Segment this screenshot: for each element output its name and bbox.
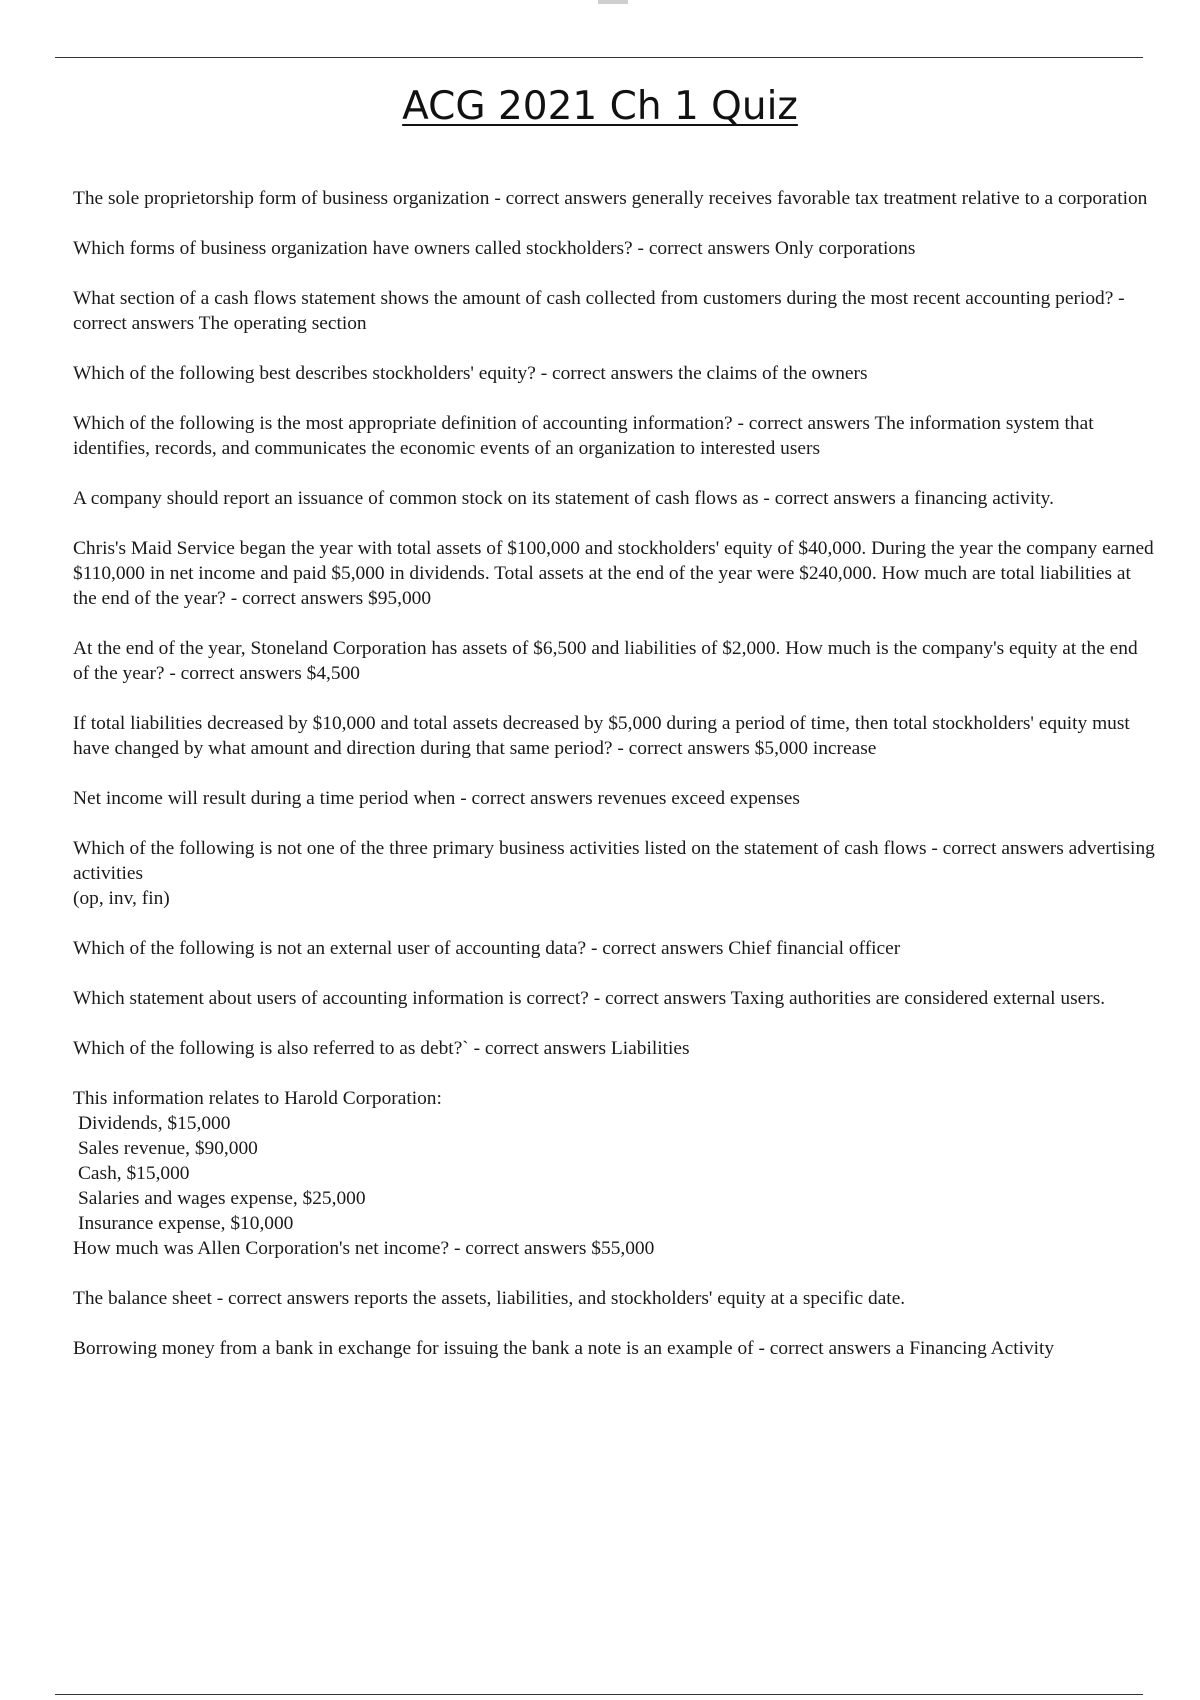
answer-text: The information system that identifies, records, and communicates the economic events of an organization to interested users: [73, 413, 1094, 459]
question-text: Which of the following is also referred to as debt?`: [73, 1038, 469, 1059]
qa-item: [73, 986, 1158, 1011]
answer-text: $4,500: [306, 663, 360, 684]
qa-item: [73, 1336, 1158, 1361]
answer-separator: - correct answers: [455, 788, 598, 809]
qa-item: [73, 186, 1158, 211]
question-text: The sole proprietorship form of business organization: [73, 188, 490, 209]
answer-separator: - correct answers: [73, 288, 1125, 334]
question-text: The balance sheet: [73, 1288, 212, 1309]
answer-separator: - correct answers: [732, 413, 875, 434]
qa-list: [73, 186, 1158, 1386]
answer-separator: - correct answers: [758, 488, 901, 509]
question-text: Net income will result during a time period when: [73, 788, 456, 809]
answer-separator: - correct answers: [225, 588, 369, 609]
answer-separator: - correct answers: [926, 838, 1069, 859]
answer-text: revenues exceed expenses: [597, 788, 800, 809]
question-text: Which of the following is the most appropriate definition of accounting information?: [73, 413, 733, 434]
answer-text: the claims of the owners: [677, 363, 868, 384]
question-text: A company should report an issuance of common stock on its statement of cash flows as: [73, 488, 759, 509]
qa-list-line: Salaries and wages expense, $25,000: [78, 1188, 366, 1209]
question-text: Borrowing money from a bank in exchange for issuing the bank a note is an example of: [73, 1338, 754, 1359]
qa-list-line: Sales revenue, $90,000: [78, 1138, 258, 1159]
page-top-mark: [598, 0, 628, 4]
question-text: How much was Allen Corporation's net income?: [73, 1238, 450, 1259]
qa-list-line: Dividends, $15,000: [78, 1113, 231, 1134]
qa-item: [73, 1036, 1158, 1061]
answer-separator: - correct answers: [489, 188, 632, 209]
answer-note: (op, inv, fin): [73, 888, 170, 909]
question-text: What section of a cash flows statement shows the amount of cash collected from customers during the most recent accounting period?: [73, 288, 1114, 309]
answer-separator: - correct answers: [164, 663, 307, 684]
answer-text: $55,000: [591, 1238, 655, 1259]
qa-item: [73, 286, 1158, 336]
answer-separator: - correct answers: [612, 738, 755, 759]
answer-text: $5,000 increase: [754, 738, 877, 759]
answer-text: advertising activities: [73, 838, 1155, 884]
answer-separator: - correct answers: [753, 1338, 896, 1359]
qa-item: [73, 711, 1158, 761]
question-text: At the end of the year, Stoneland Corporation has assets of $6,500 and liabilities of $2,000. How much is the company's equity at the end of the year?: [73, 638, 1138, 684]
qa-item: [73, 836, 1158, 911]
question-text: Which statement about users of accounting information is correct?: [73, 988, 589, 1009]
qa-item: [73, 486, 1158, 511]
answer-separator: - correct answers: [468, 1038, 611, 1059]
answer-separator: - correct answers: [588, 988, 731, 1009]
question-text: Which of the following is not an external user of accounting data?: [73, 938, 587, 959]
qa-item: [73, 786, 1158, 811]
qa-item: [73, 236, 1158, 261]
qa-item: [73, 536, 1158, 611]
qa-list-line: Cash, $15,000: [78, 1163, 190, 1184]
qa-item: [73, 411, 1158, 461]
question-text: Chris's Maid Service began the year with total assets of $100,000 and stockholders' equity of $40,000. During the year the company earned $110,000 in net income and paid $5,000 in dividends. Total assets at the end of the year were $240,000. How much are total liabilities at the end of the year?: [73, 538, 1154, 609]
qa-item: [73, 1286, 1158, 1311]
question-text: Which forms of business organization have owners called stockholders?: [73, 238, 633, 259]
answer-separator: - correct answers: [535, 363, 678, 384]
answer-text: Liabilities: [610, 1038, 690, 1059]
question-text: Which of the following best describes stockholders' equity?: [73, 363, 536, 384]
answer-text: generally receives favorable tax treatment relative to a corporation: [631, 188, 1148, 209]
answer-separator: - correct answers: [211, 1288, 355, 1309]
qa-intro: This information relates to Harold Corporation:: [73, 1088, 442, 1109]
answer-text: The operating section: [198, 313, 367, 334]
answer-separator: - correct answers: [586, 938, 729, 959]
answer-text: Chief financial officer: [728, 938, 901, 959]
answer-text: a financing activity.: [900, 488, 1054, 509]
answer-separator: - correct answers: [449, 1238, 592, 1259]
answer-text: $95,000: [368, 588, 432, 609]
question-text: Which of the following is not one of the three primary business activities listed on the statement of cash flows: [73, 838, 927, 859]
answer-text: Only corporations: [774, 238, 916, 259]
qa-item: [73, 1086, 1158, 1261]
qa-item: [73, 636, 1158, 686]
question-text: If total liabilities decreased by $10,000 and total assets decreased by $5,000 during a period of time, then total stockholders' equity must have changed by what amount and direction during that same period?: [73, 713, 1130, 759]
header-rule: [55, 57, 1143, 58]
qa-item: [73, 936, 1158, 961]
answer-text: Taxing authorities are considered external users.: [730, 988, 1106, 1009]
footer-rule: [55, 1694, 1143, 1695]
answer-text: reports the assets, liabilities, and stockholders' equity at a specific date.: [354, 1288, 906, 1309]
qa-item: [73, 361, 1158, 386]
document-title: ACG 2021 Ch 1 Quiz: [402, 84, 798, 129]
answer-text: a Financing Activity: [895, 1338, 1055, 1359]
answer-separator: - correct answers: [632, 238, 775, 259]
qa-list-line: Insurance expense, $10,000: [78, 1213, 294, 1234]
